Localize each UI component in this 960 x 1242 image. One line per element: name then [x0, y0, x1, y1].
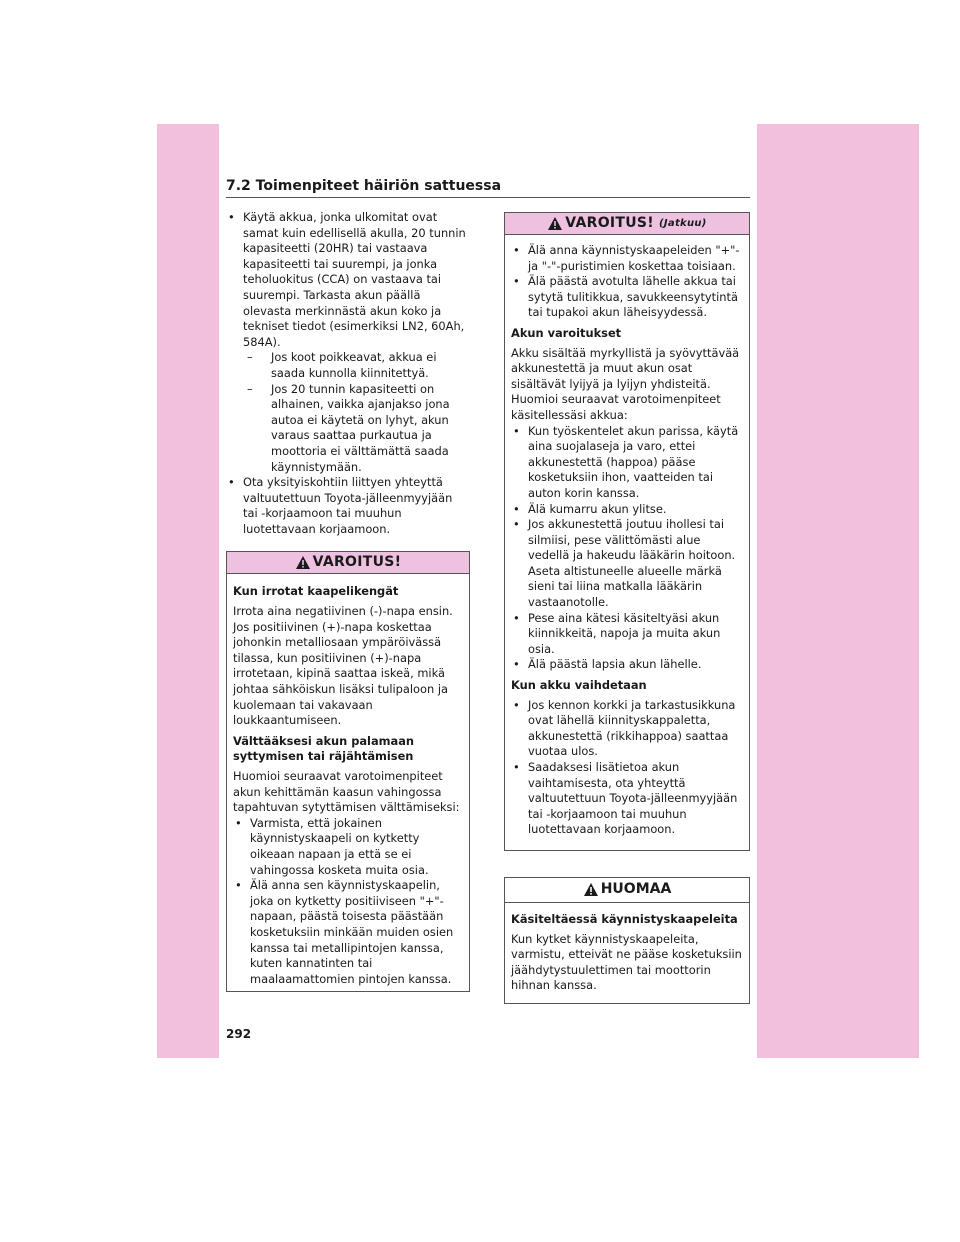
notice-body: [505, 903, 749, 1003]
warning-list: [511, 424, 743, 674]
warning-subtitle: Kun akku vaihdetaan: [511, 678, 647, 693]
warning-header: VAROITUS!: [227, 552, 469, 574]
list-item: • Älä päästä lapsia akun lähelle.: [511, 657, 743, 673]
list-item: • Jos kennon korkki ja tarkastusikkuna ovat lähellä kiinnityskappaletta, akkunestettä (rikkihappoa) saattaa vuotaa ulos.: [511, 698, 743, 760]
list-item: • Älä kumarru akun ylitse.: [511, 502, 743, 518]
warning-list: [511, 698, 743, 838]
warning-box: [226, 551, 470, 992]
list-item: • Älä päästä avotulta lähelle akkua tai sytytä tulitikkua, savukkeensytytintä tai tupakoi akun läheisyydessä.: [511, 274, 743, 321]
list-item: • Varmista, että jokainen käynnistyskaapeli on kytketty oikeaan napaan ja että se ei vahingossa kosketa muita osia.: [233, 816, 463, 878]
list-item: • Kun työskentelet akun parissa, käytä aina suojalaseja ja varo, ettei akkunestettä (happoa) pääse kosketuksiin ihon, vaatteiden tai auton korin kanssa.: [511, 424, 743, 502]
list-item: • Älä anna sen käynnistyskaapelin, joka on kytketty positiiviseen "+"-napaan, päästä toisesta päästään kosketuksiin minkään muiden osien kanssa tai metallipintojen kanssa, kuten kannatinten tai maalaamattomien pintojen kanssa.: [233, 878, 463, 987]
warning-body: [227, 574, 469, 991]
sub-list: [243, 350, 470, 475]
list-item: • Älä anna käynnistyskaapeleiden "+"- ja "-"-puristimien koskettaa toisiaan.: [511, 243, 743, 274]
warning-list: [233, 816, 463, 988]
warning-paragraph: Huomioi seuraavat varotoimenpiteet akun kehittämän kaasun vahingossa tapahtuvan sytyttämisen välttämiseksi:: [233, 769, 460, 815]
notice-header: HUOMAA: [505, 878, 749, 903]
warning-list: [511, 243, 743, 321]
warning-subtitle: Kun irrotat kaapelikengät: [233, 584, 399, 599]
list-item: – Jos 20 tunnin kapasiteetti on alhainen, vaikka ajanjakso jona autoa ei käytetä on lyhyt, akun varaus saattaa purkautua ja moottoria ei välttämättä saada käynnistymään.: [243, 382, 470, 476]
warning-subtitle: Välttääksesi akun palamaan syttymisen tai räjähtämisen: [233, 733, 415, 764]
notice-subtitle: Käsiteltäessä käynnistyskaapeleita: [511, 911, 738, 926]
notice-box: [504, 877, 750, 1004]
list-item: – Jos koot poikkeavat, akkua ei saada kunnolla kiinnitettyä.: [243, 350, 470, 381]
list-item: • Jos akkunestettä joutuu ihollesi tai silmiisi, pese välittömästi alue vedellä ja hakeudu lääkärin hoitoon. Aseta altistuneelle alueelle märkä sieni tai liina matkalla lääkärin vastaanotolle.: [511, 517, 743, 611]
warning-subtitle: Akun varoitukset: [511, 325, 622, 340]
right-column: [504, 212, 750, 1004]
notice-triangle-icon: [583, 882, 599, 897]
warning-paragraph: Irrota aina negatiivinen (-)-napa ensin. Jos positiivinen (+)-napa koskettaa johonkin metalliosaan ympäröivässä tilassa, kun positiivinen (+)-napa irrotetaan, kipinä saattaa iskeä, mikä johtaa sähköiskun lisäksi tulipaloon ja kuolemaan tai vakavaan loukkaantumiseen.: [233, 604, 453, 728]
warning-triangle-icon: [547, 216, 563, 231]
warning-header: VAROITUS! (Jatkuu): [505, 213, 749, 235]
left-column: [226, 210, 470, 992]
list-item: • Ota yksityiskohtiin liittyen yhteyttä valtuutettuun Toyota-jälleenmyyjään tai -korjaamoon tai muuhun luotettavaan korjaamoon.: [226, 475, 470, 537]
list-item: • Pese aina kätesi käsiteltyäsi akun kiinnikkeitä, napoja ja muita akun osia.: [511, 611, 743, 658]
list-item: • Saadaksesi lisätietoa akun vaihtamisesta, ota yhteyttä valtuutettuun Toyota-jälleenmyyjään tai -korjaamoon tai muuhun luotettavaan korjaamoon.: [511, 760, 743, 838]
warning-triangle-icon: [295, 555, 311, 570]
list-item: • Käytä akkua, jonka ulkomitat ovat samat kuin edellisellä akulla, 20 tunnin kapasiteetti (20HR) tai vastaava kapasiteetti tai suurempi, ja jonka teholuokitus (CCA) on vastaava tai suurempi. Tarkasta akun päällä olevasta merkinnästä akun koko ja tekniset tiedot (esimerkiksi LN2, 60Ah, 584A). – Jos koot poikkeavat, akkua ei saada kunnolla kiinnitettyä. – Jos 20 tunnin kapasiteetti on alhainen, vaikka ajanjakso jona autoa ei käytetä on lyhyt, akun varaus saattaa purkautua ja moottoria ei välttämättä saada käynnistymään.: [226, 210, 470, 475]
section-title: 7.2 Toimenpiteet häiriön sattuessa: [226, 178, 750, 198]
warning-box-continued: [504, 212, 750, 851]
warning-body: [505, 235, 749, 850]
continued-label: (Jatkuu): [659, 217, 707, 229]
warning-paragraph: Akku sisältää myrkyllistä ja syövyttävää akkunestettä ja muut akun osat sisältävät lyijyä ja lyijyn yhdisteitä. Huomioi seuraavat varotoimenpiteet käsitellessäsi akkua:: [511, 345, 740, 422]
intro-list: [226, 210, 470, 537]
page-number: 292: [226, 1027, 252, 1041]
notice-paragraph: Kun kytket käynnistyskaapeleita, varmistu, etteivät ne pääse kosketuksiin jäähdytystuulettimen tai moottorin hihnan kanssa.: [511, 931, 742, 993]
